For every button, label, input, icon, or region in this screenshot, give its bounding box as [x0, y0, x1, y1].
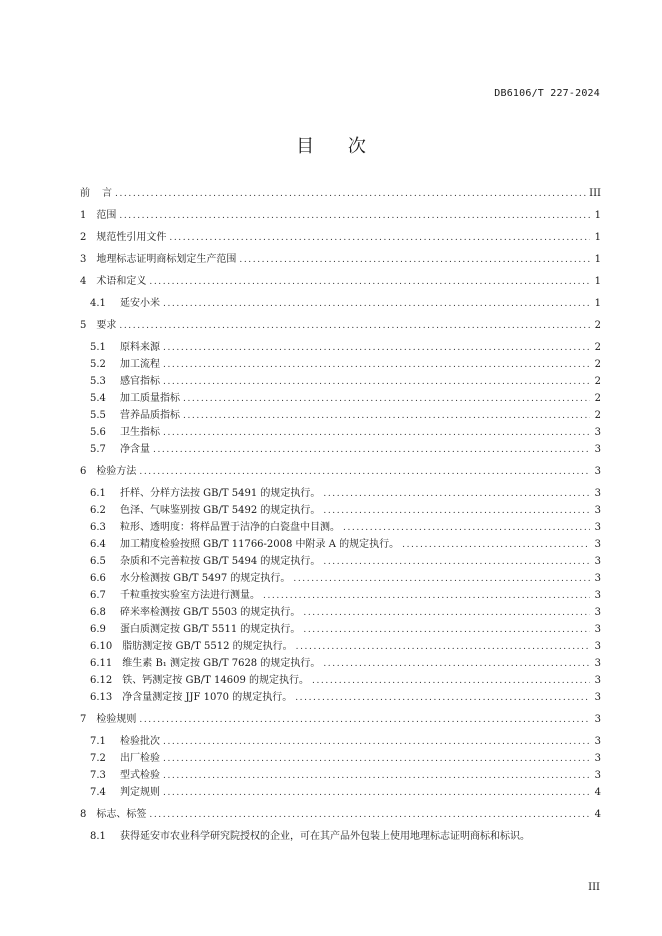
toc-entry[interactable] [90, 502, 601, 519]
toc-entry-label: 标志、标签 [96, 809, 147, 820]
toc-entry-label: 加工流程 [120, 359, 160, 370]
document-code: DB6106/T 227-2024 [494, 88, 600, 99]
toc-entry-page: 1 [594, 232, 601, 243]
leader-dots [323, 486, 590, 503]
toc-entry-number: 8.1 [90, 831, 106, 842]
toc-entry-page: 1 [594, 276, 601, 287]
leader-dots [323, 503, 590, 520]
toc-entry-number: 7 [80, 714, 87, 725]
toc-entry[interactable] [90, 570, 601, 587]
toc-entry-label: 获得延安市农业科学研究院授权的企业，可在其产品外包装上使用地理标志证明商标和标识。 [120, 831, 530, 842]
toc-entry-page: 3 [594, 641, 601, 652]
toc-entry-label: 检验规则 [96, 714, 137, 725]
leader-dots [239, 252, 590, 269]
toc-entry-page: 3 [594, 505, 601, 516]
leader-dots [163, 751, 590, 768]
toc-entry-page: 2 [594, 376, 601, 387]
toc-entry[interactable] [90, 295, 601, 312]
leader-dots [163, 296, 590, 313]
toc-entry-page: 3 [594, 522, 601, 533]
toc-entry-page: 2 [594, 393, 601, 404]
toc-entry-label: 净含量测定按 JJF 1070 的规定执行。 [122, 692, 293, 703]
toc-entry-number: 6.13 [90, 692, 113, 703]
toc-entry[interactable] [90, 784, 601, 801]
toc-entry-page: 3 [594, 488, 601, 499]
toc-entry[interactable] [80, 806, 601, 823]
toc-entry-page: 3 [594, 736, 601, 747]
toc-entry-label: 检验方法 [96, 466, 137, 477]
toc-entry-label: 净含量 [120, 444, 150, 455]
toc-entry[interactable] [90, 689, 601, 706]
toc-entry[interactable] [90, 638, 601, 655]
toc-entry[interactable] [90, 553, 601, 570]
toc-entry-number: 6.5 [90, 556, 106, 567]
toc-entry[interactable] [80, 273, 601, 290]
toc-entry-label: 营养品质指标 [120, 410, 180, 421]
toc-entry[interactable] [90, 604, 601, 621]
toc-entry-page: 1 [594, 298, 601, 309]
toc-entry-page: 3 [594, 692, 601, 703]
toc-entry-number: 6.2 [90, 505, 106, 516]
toc-entry-page: 3 [594, 427, 601, 438]
leader-dots [119, 208, 590, 225]
toc-entry-page: 3 [594, 753, 601, 764]
toc-entry[interactable] [90, 733, 601, 750]
toc-entry-number: 5 [80, 320, 87, 331]
toc-entry-label: 加工精度检验按照 GB/T 11766-2008 中附录 A 的规定执行。 [120, 539, 400, 550]
toc-entry-number: 6.8 [90, 607, 106, 618]
toc-entry-number: 4.1 [90, 298, 106, 309]
leader-dots [149, 807, 590, 824]
toc-entry-number: 6.12 [90, 675, 113, 686]
footer-page-number: III [588, 882, 600, 893]
toc-entry-label: 加工质量指标 [120, 393, 180, 404]
leader-dots [343, 520, 590, 537]
leader-dots [402, 537, 590, 554]
toc-entry-page: 2 [594, 410, 601, 421]
leader-dots [163, 357, 590, 374]
toc-entry-label: 千粒重按实验室方法进行测量。 [120, 590, 260, 601]
toc-entry[interactable] [90, 390, 601, 407]
toc-entry-number: 6.7 [90, 590, 106, 601]
toc-entry-number: 1 [80, 210, 87, 221]
toc-entry[interactable] [80, 711, 601, 728]
leader-dots [295, 690, 590, 707]
toc-entry-label: 维生素 B₁ 测定按 GB/T 7628 的规定执行。 [122, 658, 321, 669]
leader-dots [303, 622, 590, 639]
toc-entry[interactable] [90, 441, 601, 458]
toc-entry[interactable] [80, 251, 601, 268]
toc-entry-label: 延安小米 [120, 298, 160, 309]
toc-entry[interactable] [90, 373, 601, 390]
toc-entry[interactable] [90, 519, 601, 536]
toc-entry-number: 2 [80, 232, 87, 243]
toc-entry-label: 言 [102, 188, 112, 199]
toc-entry-label: 铁、钙测定按 GB/T 14609 的规定执行。 [122, 675, 309, 686]
leader-dots [163, 425, 590, 442]
toc-entry-number: 7.3 [90, 770, 106, 781]
leader-dots [183, 408, 590, 425]
toc-entry-label: 碎米率检测按 GB/T 5503 的规定执行。 [120, 607, 301, 618]
leader-dots [163, 785, 590, 802]
leader-dots [296, 639, 590, 656]
toc-entry-number: 5.3 [90, 376, 106, 387]
toc-entry-number: 7.4 [90, 787, 106, 798]
leader-dots [139, 464, 590, 481]
toc-entry-label: 要求 [96, 320, 117, 331]
toc-entry-page: 3 [594, 573, 601, 584]
toc-entry-number: 6.6 [90, 573, 106, 584]
toc-entry-page: 2 [594, 320, 601, 331]
leader-dots [263, 588, 590, 605]
toc-entry-page: 3 [594, 675, 601, 686]
toc-entry-page: 3 [594, 770, 601, 781]
toc-entry[interactable] [90, 339, 601, 356]
leader-dots [163, 768, 590, 785]
leader-dots [153, 442, 590, 459]
toc-entry-label: 范围 [96, 210, 117, 221]
toc-entry-number: 前 [80, 188, 90, 199]
toc-entry-label: 卫生指标 [120, 427, 160, 438]
toc-entry-label: 粒形、透明度：将样品置于洁净的白瓷盘中目测。 [120, 522, 340, 533]
toc-entry-label: 地理标志证明商标划定生产范围 [96, 254, 237, 265]
toc-entry-label: 术语和定义 [96, 276, 147, 287]
leader-dots [323, 656, 590, 673]
toc-entry[interactable] [80, 317, 601, 334]
toc-entry-label: 判定规则 [120, 787, 160, 798]
toc-entry[interactable] [90, 587, 601, 604]
toc-entry-number: 5.6 [90, 427, 106, 438]
leader-dots [303, 605, 590, 622]
toc-entry-label: 型式检验 [120, 770, 160, 781]
toc-entry[interactable] [90, 536, 601, 553]
toc-entry-page: 3 [594, 590, 601, 601]
toc-entry-label: 扦样、分样方法按 GB/T 5491 的规定执行。 [120, 488, 321, 499]
toc-entry-number: 7.1 [90, 736, 106, 747]
leader-dots [312, 673, 590, 690]
toc-entry-page: 3 [594, 466, 601, 477]
leader-dots [149, 274, 590, 291]
toc-entry-label: 规范性引用文件 [96, 232, 167, 243]
toc-entry-number: 6.4 [90, 539, 106, 550]
toc-entry-number: 8 [80, 809, 87, 820]
toc-entry-label: 色泽、气味鉴别按 GB/T 5492 的规定执行。 [120, 505, 321, 516]
toc-entry[interactable] [90, 407, 601, 424]
leader-dots [293, 571, 590, 588]
toc-entry-page: 1 [594, 210, 601, 221]
leader-dots [163, 374, 590, 391]
leader-dots [163, 340, 590, 357]
toc-entry-page: 2 [594, 359, 601, 370]
toc-entry[interactable] [90, 655, 601, 672]
toc-entry[interactable] [90, 485, 601, 502]
leader-dots [163, 734, 590, 751]
toc-entry-page: 4 [594, 809, 601, 820]
toc-entry[interactable] [80, 207, 601, 224]
toc-entry-number: 5.7 [90, 444, 106, 455]
toc-entry-page: 3 [594, 444, 601, 455]
leader-dots [169, 230, 590, 247]
leader-dots [115, 186, 586, 203]
toc-entry-page: 1 [594, 254, 601, 265]
toc-entry-foreword[interactable] [80, 185, 601, 202]
toc-entry-number: 6.1 [90, 488, 106, 499]
toc-title: 目 次 [296, 136, 380, 157]
toc-entry-number: 5.5 [90, 410, 106, 421]
toc-entry-page: 3 [594, 539, 601, 550]
toc-entry-page: 3 [594, 607, 601, 618]
toc-entry-number: 5.4 [90, 393, 106, 404]
toc-entry-number: 5.2 [90, 359, 106, 370]
toc-entry-number: 5.1 [90, 342, 106, 353]
toc-entry-label: 原料来源 [120, 342, 160, 353]
toc-entry-page: 3 [594, 624, 601, 635]
toc-entry-number: 4 [80, 276, 87, 287]
leader-dots [119, 318, 590, 335]
toc-entry[interactable] [90, 621, 601, 638]
toc-entry-number: 6.9 [90, 624, 106, 635]
toc-entry-label: 蛋白质测定按 GB/T 5511 的规定执行。 [120, 624, 301, 635]
toc-entry-label: 水分检测按 GB/T 5497 的规定执行。 [120, 573, 291, 584]
toc-entry-number: 6.10 [90, 641, 113, 652]
toc-entry-label: 脂肪测定按 GB/T 5512 的规定执行。 [122, 641, 293, 652]
toc-entry[interactable] [90, 767, 601, 784]
toc-entry-number: 3 [80, 254, 87, 265]
toc-entry-page: 3 [594, 714, 601, 725]
toc-entry-number: 6.11 [90, 658, 113, 669]
toc-entry-page: 3 [594, 556, 601, 567]
toc-entry[interactable] [90, 424, 601, 441]
toc-entry[interactable] [80, 463, 601, 480]
toc-entry[interactable] [90, 672, 601, 689]
leader-dots [139, 712, 590, 729]
toc-entry-number: 7.2 [90, 753, 106, 764]
toc-entry-number: 6 [80, 466, 87, 477]
toc-entry-label: 检验批次 [120, 736, 160, 747]
leader-dots [323, 554, 590, 571]
toc-entry-page: 2 [594, 342, 601, 353]
toc-entry-page: 4 [594, 787, 601, 798]
toc-entry[interactable] [90, 750, 601, 767]
leader-dots [183, 391, 590, 408]
toc-entry[interactable] [90, 356, 601, 373]
toc-entry-number: 6.3 [90, 522, 106, 533]
toc-entry-page: 3 [594, 658, 601, 669]
toc-entry[interactable] [90, 828, 601, 845]
toc-entry-label: 杂质和不完善粒按 GB/T 5494 的规定执行。 [120, 556, 321, 567]
toc-entry-page: III [589, 188, 601, 199]
toc-entry[interactable] [80, 229, 601, 246]
toc-entry-label: 出厂检验 [120, 753, 160, 764]
toc-entry-label: 感官指标 [120, 376, 160, 387]
table-of-contents [80, 0, 601, 936]
